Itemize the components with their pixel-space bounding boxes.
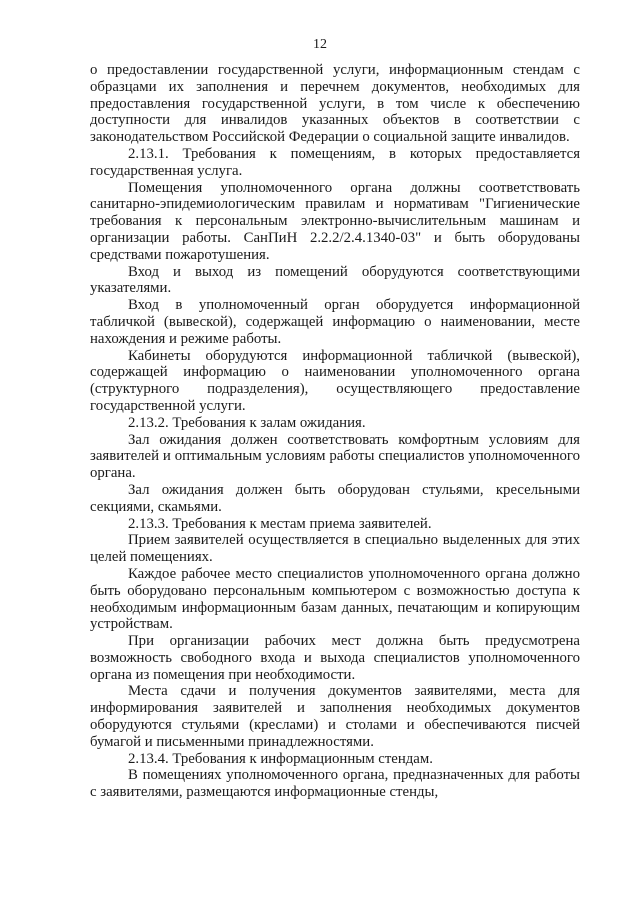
paragraph: Кабинеты оборудуются информационной табличкой (вывеской), содержащей информацию о наименовании уполномоченного органа (структурного подразделения), осуществляющего предоставление государственной услуги. xyxy=(90,347,580,414)
section-heading-2-13-2: 2.13.2. Требования к залам ожидания. xyxy=(128,414,366,431)
page-number: 12 xyxy=(313,37,327,52)
paragraph: Помещения уполномоченного органа должны соответствовать санитарно-эпидемиологическим правилам и нормативам "Гигиенические требования к персональным электронно-вычислительным машинам и организации работы. СанПиН 2.2.2/2.4.1340-03" и быть оборудованы средствами пожаротушения. xyxy=(90,179,580,263)
section-heading-2-13-1: 2.13.1. Требования к помещениям, в которых предоставляется государственная услуга. xyxy=(90,145,580,179)
paragraph: Вход и выход из помещений оборудуются соответствующими указателями. xyxy=(90,263,580,297)
paragraph-continuation: о предоставлении государственной услуги, информационным стендам с образцами их заполнения и перечнем документов, необходимых для предоставления государственной услуги, в том числе к обеспечению доступности для инвалидов указанных объектов в соответствии с законодательством Российской Федерации о социальной защите инвалидов. xyxy=(90,62,580,146)
paragraph: В помещениях уполномоченного органа, предназначенных для работы с заявителями, размещаются информационные стенды, xyxy=(90,767,580,801)
paragraph: Зал ожидания должен быть оборудован стульями, кресельными секциями, скамьями. xyxy=(90,481,580,515)
paragraph: Вход в уполномоченный орган оборудуется информационной табличкой (вывеской), содержащей информацию о наименовании, месте нахождения и режиме работы. xyxy=(90,297,580,347)
paragraph: Зал ожидания должен соответствовать комфортным условиям для заявителей и оптимальным условиям работы специалистов уполномоченного органа. xyxy=(90,431,580,482)
section-heading-2-13-4: 2.13.4. Требования к информационным стендам. xyxy=(128,750,433,767)
section-heading-2-13-3: 2.13.3. Требования к местам приема заявителей. xyxy=(128,515,432,532)
paragraph: Прием заявителей осуществляется в специально выделенных для этих целей помещениях. xyxy=(90,532,580,566)
paragraph: Места сдачи и получения документов заявителями, места для информирования заявителей и заполнения необходимых документов оборудуются стульями (креслами) и столами и обеспечиваются писчей бумагой и письменными принадлежностями. xyxy=(90,683,580,750)
document-body xyxy=(90,62,580,801)
paragraph: Каждое рабочее место специалистов уполномоченного органа должно быть оборудовано персональным компьютером с возможностью доступа к необходимым информационным базам данных, печатающим и копирующим устройствам. xyxy=(90,565,580,633)
paragraph: При организации рабочих мест должна быть предусмотрена возможность свободного входа и выхода специалистов уполномоченного органа из помещения при необходимости. xyxy=(90,633,580,683)
